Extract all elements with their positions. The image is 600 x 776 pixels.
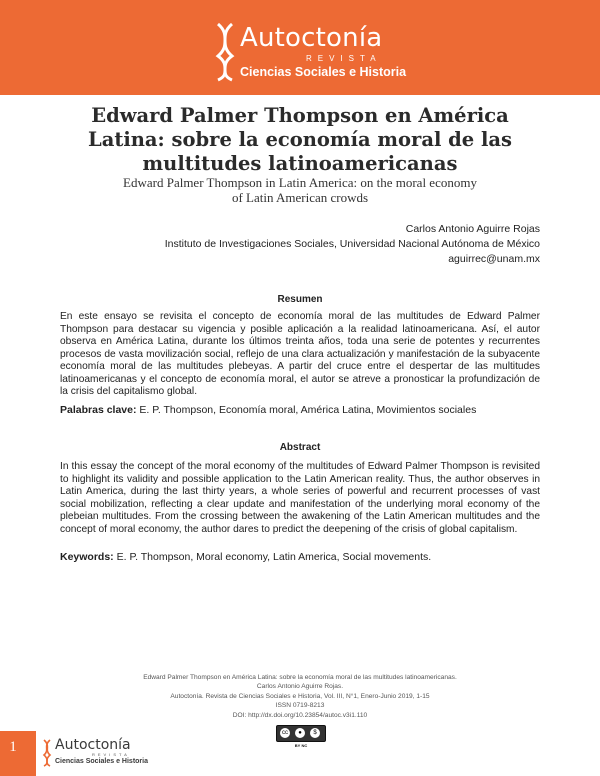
dna-icon-small: [42, 739, 52, 767]
citation-issn: ISSN 0719-8213: [275, 702, 325, 710]
footer-brand-name: Autoctonía: [55, 737, 131, 753]
abstract-text: In this essay the concept of the moral economy of the multitudes of Edward Palmer Thompson is revisited to highlight its validity and possible application to the Latin American reality. Thus, the author observes in Latin America, during the last thirty years, a whole series of powerful and recurrent processes of vast social mobilization, reflecting a clear update and manifestation of the underlying moral economy of the plebeian multitudes. From the crossing between the awakening of the Latin American multitudes and the concept of moral economy, the author dares to predict the deepening of the crisis of global capitalism.: [60, 461, 540, 535]
citation-journal: Autoctonía. Revista de Ciencias Sociales e Historia, Vol. III, N°1, Enero-Junio 2019, 1-15: [170, 692, 430, 700]
abstract-keywords: [60, 551, 540, 564]
footer-brand-revista: REVISTA: [92, 752, 130, 757]
brand-revista: REVISTA: [306, 54, 382, 63]
journal-header: [0, 0, 600, 95]
citation-footer: [100, 673, 500, 720]
resumen-keywords-label: Palabras clave:: [60, 404, 137, 416]
abstract-heading: Abstract: [279, 442, 321, 453]
journal-logo: [214, 14, 407, 84]
dna-icon: [214, 22, 236, 82]
nc-icon: $: [310, 728, 320, 738]
brand-subtitle: Ciencias Sociales e Historia: [240, 65, 407, 79]
author-name: Carlos Antonio Aguirre Rojas: [405, 223, 540, 235]
citation-title: Edward Palmer Thompson en América Latina: sobre la economía moral de las multitudes latinoamericanas.: [143, 674, 457, 681]
cc-license-badge[interactable]: [276, 725, 326, 748]
resumen-keywords-value: E. P. Thompson, Economía moral, América Latina, Movimientos sociales: [136, 404, 477, 416]
page-number: 1: [9, 739, 17, 755]
author-institution: Instituto de Investigaciones Sociales, Universidad Nacional Autónoma de México: [164, 238, 540, 250]
author-email[interactable]: aguirrec@unam.mx: [448, 253, 540, 265]
abstract-keywords-label: Keywords:: [60, 551, 114, 563]
cc-labels: [277, 743, 325, 748]
author-block: [40, 222, 540, 267]
citation-doi[interactable]: DOI: http://dx.doi.org/10.23854/autoc.v3i1.110: [232, 711, 368, 719]
resumen-heading: Resumen: [277, 294, 323, 305]
cc-by-label: BY: [294, 743, 301, 748]
footer-brand-subtitle: Ciencias Sociales e Historia: [55, 758, 148, 765]
citation-author: Carlos Antonio Aguirre Rojas.: [256, 683, 344, 691]
resumen-keywords: [60, 404, 540, 417]
cc-nc-label: NC: [301, 743, 308, 748]
brand-name: Autoctonía: [240, 23, 383, 53]
resumen-text: En este ensayo se revisita el concepto de economía moral de las multitudes de Edward Palmer Thompson para destacar su vigencia y posible aplicación a la realidad latinoamericana. Así, el autor observa en América Latina, durante los últimos treinta años, toda una serie de potentes y recurrentes procesos de vasta movilización social, reflejo de una clara actualización y manifestación de la subyacente economía moral de las multitudes plebeyas. A partir del cruce entre el despertar de las multitudes latinoamericanas y el concepto de economía moral, el autor se atreve a pronosticar la profundización de la crisis del capitalismo global.: [60, 311, 540, 397]
abstract-keywords-value: E. P. Thompson, Moral economy, Latin America, Social movements.: [113, 551, 432, 563]
footer-logo: [42, 737, 152, 769]
article-title: Edward Palmer Thompson en América Latina: sobre la economía moral de las multitudes latinoamericanas: [87, 104, 512, 175]
article-title-english: Edward Palmer Thompson in Latin America: on the moral economy of Latin American crowds: [123, 175, 477, 205]
cc-icon: cc: [282, 730, 288, 736]
by-icon: ●: [295, 728, 305, 738]
